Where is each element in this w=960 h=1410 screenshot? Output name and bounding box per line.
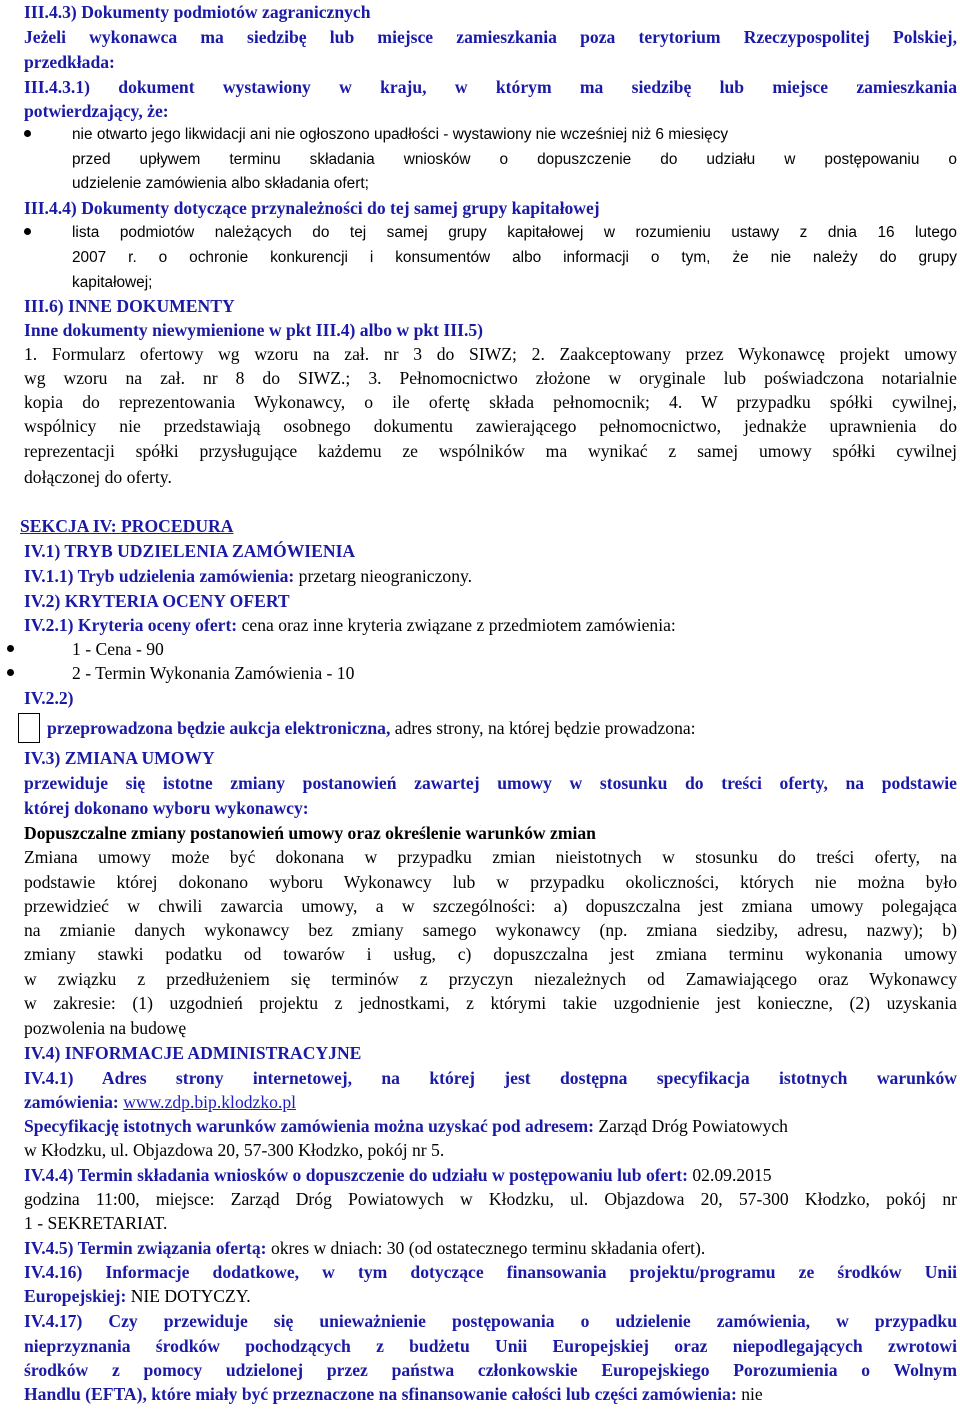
spec-location-line: w Kłodzku, ul. Objazdowa 20, 57-300 Kłodzko, pokój nr 5. (24, 1140, 445, 1160)
auction-line (47, 716, 957, 741)
bullet-icon (7, 669, 14, 676)
section-heading: SEKCJA IV: PROCEDURA (20, 516, 234, 536)
allowed-changes-title: Dopuszczalne zmiany postanowień umowy oraz określenie warunków zmian (24, 823, 596, 843)
binding-period-line (24, 1236, 957, 1261)
paragraph-line: Zmiana umowy może być dokonana w przypadku zmian nieistotnych w stosunku do treści oferty, na (24, 847, 957, 867)
paragraph-line: wg wzoru na zał. nr 8 do SIWZ.; 3. Pełnomocnictwo złożone w oryginale lub poświadczona notarialnie (24, 368, 957, 388)
field-label: Europejskiej: (24, 1286, 127, 1306)
field-label: IV.1.1) Tryb udzielenia zamówienia: (24, 566, 295, 586)
field-label: Specyfikację istotnych warunków zamówienia można uzyskać pod adresem: (24, 1116, 594, 1136)
cancellation-line: IV.4.17) Czy przewiduje się unieważnienie postępowania o udzielenie zamówienia, w przypadku (24, 1311, 957, 1331)
other-documents-title: Inne dokumenty niewymienione w pkt III.4) albo w pkt III.5) (24, 320, 483, 340)
field-value: adres strony, na której będzie prowadzona: (390, 718, 696, 738)
foreign-intro-line: Jeżeli wykonawca ma siedzibę lub miejsce zamieszkania poza terytorium Rzeczypospolitej Polskiej, (24, 27, 957, 47)
heading-capital-group: III.4.4) Dokumenty dotyczące przynależności do tej samej grupy kapitałowej (24, 198, 600, 218)
submission-deadline-line: 1 - SEKRETARIAT. (24, 1213, 168, 1233)
change-line: przewiduje się istotne zmiany postanowień zawartej umowy w stosunku do treści oferty, na podstawie (24, 773, 957, 793)
paragraph-line: podstawie której dokonano wyboru Wykonawcy lub w przypadku okoliczności, których nie można było (24, 872, 957, 892)
heading-other-documents: III.6) INNE DOKUMENTY (24, 296, 235, 316)
spec-location-line (24, 1114, 957, 1139)
procedure-type-line (24, 564, 957, 589)
submission-deadline-line (24, 1163, 957, 1188)
paragraph-line: w zakresie: (1) uzgodnień projektu z jednostkami, z którymi takie uzgodnienie jest konieczne, (2) uzyskania (24, 993, 957, 1013)
foreign-intro-line: przedkłada: (24, 52, 115, 72)
bullet-icon (24, 228, 31, 235)
auction-checkbox[interactable] (18, 713, 40, 743)
cancellation-line: nieprzyznania środków pochodzących z budżetu Unii Europejskiej oraz niepodlegających zwrotowi (24, 1336, 957, 1356)
bullet-text-line: kapitałowej; (72, 274, 153, 291)
paragraph-line: w związku z przedłużeniem się terminów z przyczyn niezależnych od Zamawiającego oraz Wykonawcy (24, 969, 957, 989)
field-label: IV.4.4) Termin składania wniosków o dopuszczenie do udziału w postępowaniu lub ofert: (24, 1165, 688, 1185)
heading-foreign-entities: III.4.3) Dokumenty podmiotów zagranicznych (24, 2, 371, 22)
auction-heading: IV.2.2) (24, 688, 74, 708)
paragraph-line: reprezentacji spółki przysługujące każdemu ze wspólników ma wynikać z samej umowy spółki cywilnej (24, 441, 957, 461)
field-value: Zarząd Dróg Powiatowych (594, 1116, 788, 1136)
additional-info-line: IV.4.16) Informacje dodatkowe, w tym dotyczące finansowania projektu/programu ze środków Unii (24, 1262, 957, 1282)
heading-contract-change: IV.3) ZMIANA UMOWY (24, 748, 215, 768)
paragraph-line: dołączonej do oferty. (24, 467, 172, 487)
field-value: przetarg nieograniczony. (294, 566, 473, 586)
heading-criteria: IV.2) KRYTERIA OCENY OFERT (24, 591, 290, 611)
additional-info-line (24, 1284, 957, 1309)
field-value: NIE DOTYCZY. (126, 1286, 251, 1306)
cancellation-line: środków z pomocy udzielonej przez państwa członkowskie Europejskiego Porozumienia o Wolnym (24, 1360, 957, 1380)
spec-address-line (24, 1090, 957, 1115)
field-label: IV.4.5) Termin związania ofertą: (24, 1238, 267, 1258)
field-value: nie (736, 1384, 763, 1404)
paragraph-line: zmiany stawki podatku od towarów i usług, c) dopuszczalna jest zmiana terminu wykonania umowy (24, 944, 957, 964)
paragraph-line: pozwolenia na budowę (24, 1018, 187, 1038)
field-value: 02.09.2015 (687, 1165, 772, 1185)
paragraph-line: wspólnicy nie przedstawiają osobnego dokumentu zawierającego pełnomocnictwo, jednakże uprawnienia do (24, 416, 957, 436)
spec-address-line: IV.4.1) Adres strony internetowej, na której jest dostępna specyfikacja istotnych warunków (24, 1068, 957, 1088)
criterion-item: 1 - Cena - 90 (72, 639, 164, 659)
paragraph-line: przewidzieć w chwili zawarcia umowy, a w szczególności: a) dopuszczalna jest zmiana umowy polegająca (24, 896, 957, 916)
bullet-icon (7, 645, 14, 652)
field-label: Handlu (EFTA), które miały być przeznaczone na sfinansowanie całości lub części zamówienia: (24, 1384, 737, 1404)
field-label: zamówienia: (24, 1092, 119, 1112)
criteria-line (24, 613, 957, 638)
heading-foreign-document: III.4.3.1) dokument wystawiony w kraju, w którym ma siedzibę lub miejsce zamieszkania (24, 77, 957, 97)
paragraph-line: kopia do reprezentowania Wykonawcy, o ile ofertę składa pełnomocnik; 4. W przypadku spółki cywilnej, (24, 392, 957, 412)
field-label: IV.2.1) Kryteria oceny ofert: (24, 615, 238, 635)
bullet-text-line: 2007 r. o ochronie konkurencji i konsumentów albo informacji o tym, że nie należy do grupy (72, 249, 957, 266)
confirming-label: potwierdzający, że: (24, 101, 169, 121)
field-label: przeprowadzona będzie aukcja elektroniczna, (47, 718, 391, 738)
field-value: cena oraz inne kryteria związane z przedmiotem zamówienia: (237, 615, 676, 635)
spec-url-link[interactable]: www.zdp.bip.klodzko.pl (123, 1092, 297, 1112)
field-value: okres w dniach: 30 (od ostatecznego terminu składania ofert). (266, 1238, 706, 1258)
cancellation-line (24, 1382, 957, 1407)
paragraph-line: 1. Formularz ofertowy wg wzoru na zał. nr 3 do SIWZ; 2. Zaakceptowany przez Wykonawcę projekt umowy (24, 344, 957, 364)
bullet-icon (24, 130, 31, 137)
paragraph-line: na zmianie danych wykonawcy bez zmiany samego wykonawcy (np. zmiana siedziby, adresu, nazwy); b) (24, 920, 957, 940)
bullet-text-line: lista podmiotów należących do tej samej grupy kapitałowej w rozumieniu ustawy z dnia 16 lutego (72, 224, 957, 241)
bullet-text-line: przed upływem terminu składania wniosków o dopuszczenie do udziału w postępowaniu o (72, 151, 957, 168)
heading-procedure-type: IV.1) TRYB UDZIELENIA ZAMÓWIENIA (24, 541, 356, 561)
bullet-text-line: udzielenie zamówienia albo składania ofert; (72, 175, 369, 192)
submission-deadline-line: godzina 11:00, miejsce: Zarząd Dróg Powiatowych w Kłodzku, ul. Objazdowa 20, 57-300 Kłodzko, pokój nr (24, 1189, 957, 1209)
bullet-text-line: nie otwarto jego likwidacji ani nie ogłoszono upadłości - wystawiony nie wcześniej niż 6 miesięcy (72, 126, 729, 143)
heading-administrative: IV.4) INFORMACJE ADMINISTRACYJNE (24, 1043, 362, 1063)
criterion-item: 2 - Termin Wykonania Zamówienia - 10 (72, 663, 355, 683)
change-line: której dokonano wyboru wykonawcy: (24, 798, 309, 818)
